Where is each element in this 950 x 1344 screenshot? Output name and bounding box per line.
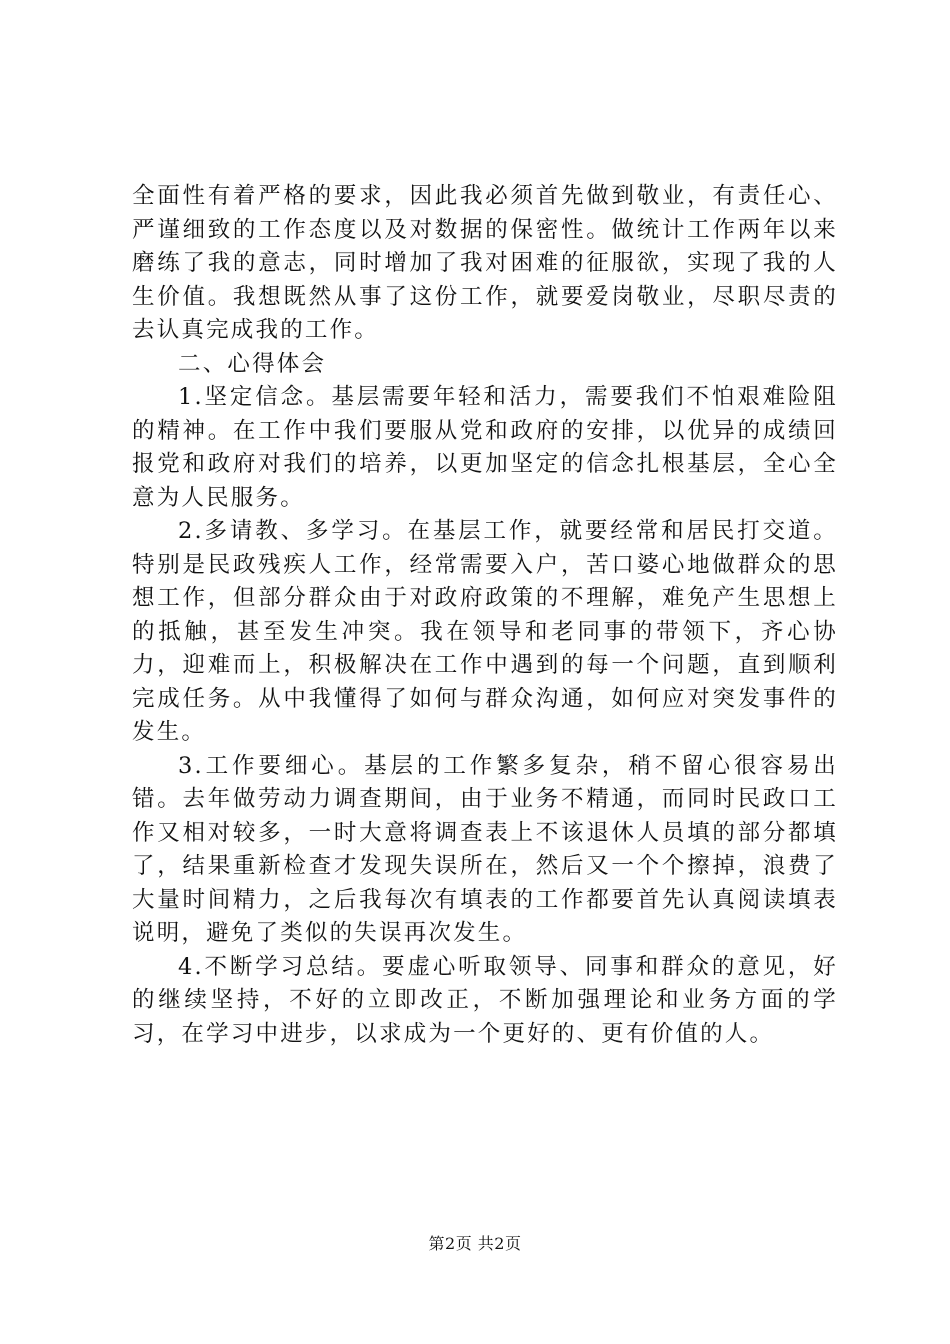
document-body — [132, 180, 838, 1051]
paragraph-item-1: 1.坚定信念。基层需要年轻和活力，需要我们不怕艰难险阻的精神。在工作中我们要服从党和政府的安排，以优异的成绩回报党和政府对我们的培养，以更加坚定的信念扎根基层，全心全意为人民服务。 — [132, 384, 838, 511]
paragraph-item-4: 4.不断学习总结。要虚心听取领导、同事和群众的意见，好的继续坚持，不好的立即改正，不断加强理论和业务方面的学习，在学习中进步，以求成为一个更好的、更有价值的人。 — [132, 953, 838, 1047]
section-heading: 二、心得体会 — [178, 350, 327, 377]
paragraph-item-3: 3.工作要细心。基层的工作繁多复杂，稍不留心很容易出错。去年做劳动力调查期间，由于业务不精通，而同时民政口工作又相对较多，一时大意将调查表上不该退休人员填的部分都填了，结果重新检查才发现失误所在，然后又一个个擦掉，浪费了大量时间精力，之后我每次有填表的工作都要首先认真阅读填表说明，避免了类似的失误再次发生。 — [132, 752, 838, 946]
paragraph-item-2: 2.多请教、多学习。在基层工作，就要经常和居民打交道。特别是民政残疾人工作，经常需要入户，苦口婆心地做群众的思想工作，但部分群众由于对政府政策的不理解，难免产生思想上的抵触，甚至发生冲突。我在领导和老同事的带领下，齐心协力，迎难而上，积极解决在工作中遇到的每一个问题，直到顺利完成任务。从中我懂得了如何与群众沟通，如何应对突发事件的发生。 — [132, 518, 838, 745]
paragraph-continuation: 全面性有着严格的要求，因此我必须首先做到敬业，有责任心、严谨细致的工作态度以及对数据的保密性。做统计工作两年以来磨练了我的意志，同时增加了我对困难的征服欲，实现了我的人生价值。我想既然从事了这份工作，就要爱岗敬业，尽职尽责的去认真完成我的工作。 — [132, 183, 838, 343]
page-footer: 第2页 共2页 — [428, 1234, 522, 1253]
